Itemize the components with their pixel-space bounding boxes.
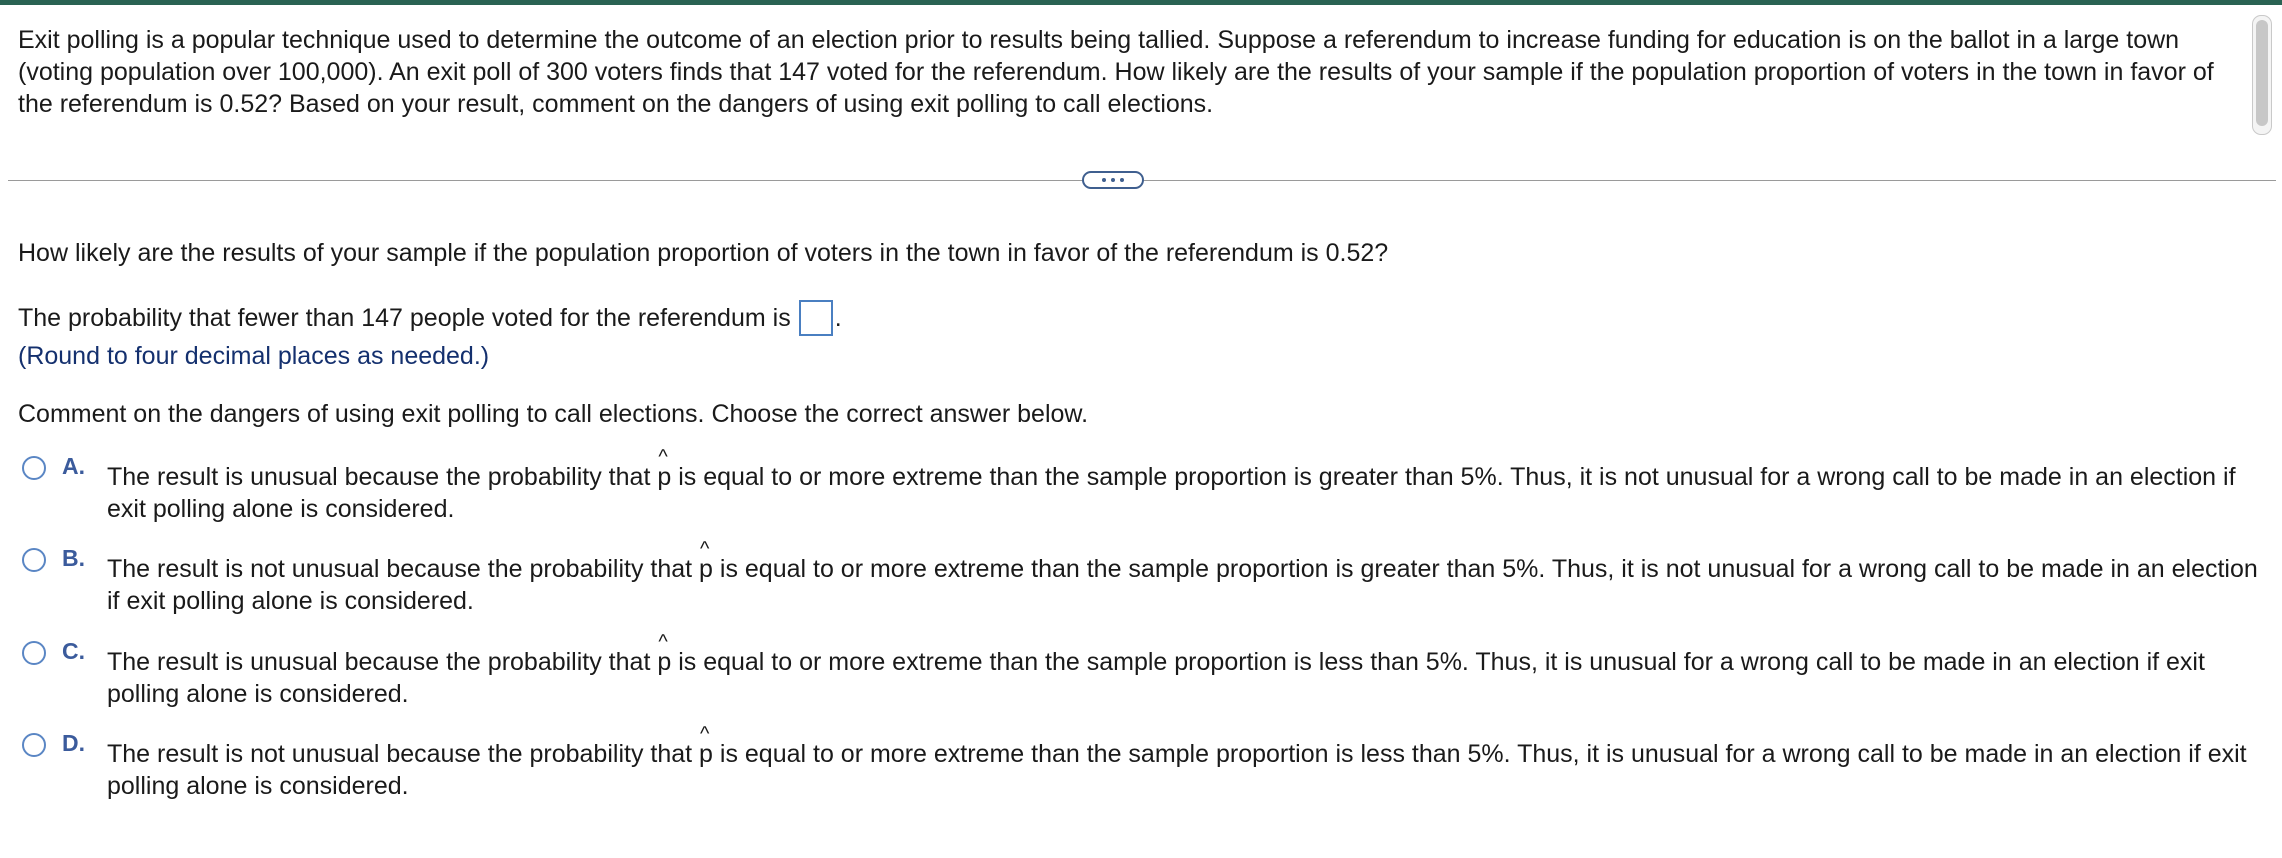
ellipsis-dot-icon xyxy=(1120,178,1124,182)
option-text: The result is not unusual because the probability that ^ p is equal to or more extreme than the sample proportion is less than 5%. Thus, it is unusual for a wrong call to be made in an election if exit polling alone is considered. xyxy=(107,738,2277,802)
radio-button[interactable] xyxy=(22,733,46,757)
scrollbar-thumb[interactable] xyxy=(2256,20,2268,126)
radio-button[interactable] xyxy=(22,548,46,572)
option-text: The result is unusual because the probability that ^ p is equal to or more extreme than the sample proportion is less than 5%. Thus, it is unusual for a wrong call to be made in an election if exit polling alone is considered. xyxy=(107,646,2277,710)
option-letter: A. xyxy=(62,453,85,479)
probability-answer-input[interactable] xyxy=(799,300,833,336)
ellipsis-dot-icon xyxy=(1102,178,1106,182)
p-hat-symbol: ^ p xyxy=(699,738,713,770)
part2-question: Comment on the dangers of using exit polling to call elections. Choose the correct answer below. xyxy=(18,400,1089,428)
probability-prompt-period: . xyxy=(834,304,842,332)
problem-scrollbar[interactable] xyxy=(2252,15,2272,135)
part1-question: How likely are the results of your sample if the population proportion of voters in the town in favor of the referendum is 0.52? xyxy=(18,239,1389,267)
radio-button[interactable] xyxy=(22,456,46,480)
option-letter: D. xyxy=(62,730,85,756)
option-text: The result is not unusual because the probability that ^ p is equal to or more extreme than the sample proportion is greater than 5%. Thus, it is not unusual for a wrong call to be made in an election if exit polling alone is considered. xyxy=(107,553,2277,617)
option-letter: C. xyxy=(62,638,85,664)
problem-statement: Exit polling is a popular technique used to determine the outcome of an election prior to results being tallied. Suppose a referendum to increase funding for education is on the ballot in a large town (voting population over 100,000). An exit poll of 300 voters finds that 147 voted for the referendum. How likely are the results of your sample if the population proportion of voters in the town in favor of the referendum is 0.52? Based on your result, comment on the dangers of using exit polling to call elections. xyxy=(18,26,2214,118)
probability-prompt-text: The probability that fewer than 147 people voted for the referendum is xyxy=(18,304,791,332)
radio-button[interactable] xyxy=(22,641,46,665)
p-hat-symbol: ^ p xyxy=(657,646,671,678)
option-letter: B. xyxy=(62,545,85,571)
top-accent-bar xyxy=(0,0,2282,5)
option-text: The result is unusual because the probability that ^ p is equal to or more extreme than the sample proportion is greater than 5%. Thus, it is not unusual for a wrong call to be made in an election if exit polling alone is considered. xyxy=(107,461,2277,525)
ellipsis-dot-icon xyxy=(1111,178,1115,182)
expand-more-button[interactable] xyxy=(1082,171,1144,189)
p-hat-symbol: ^ p xyxy=(699,553,713,585)
p-hat-symbol: ^ p xyxy=(657,461,671,493)
rounding-hint: (Round to four decimal places as needed.) xyxy=(18,342,490,370)
probability-prompt xyxy=(18,300,842,336)
